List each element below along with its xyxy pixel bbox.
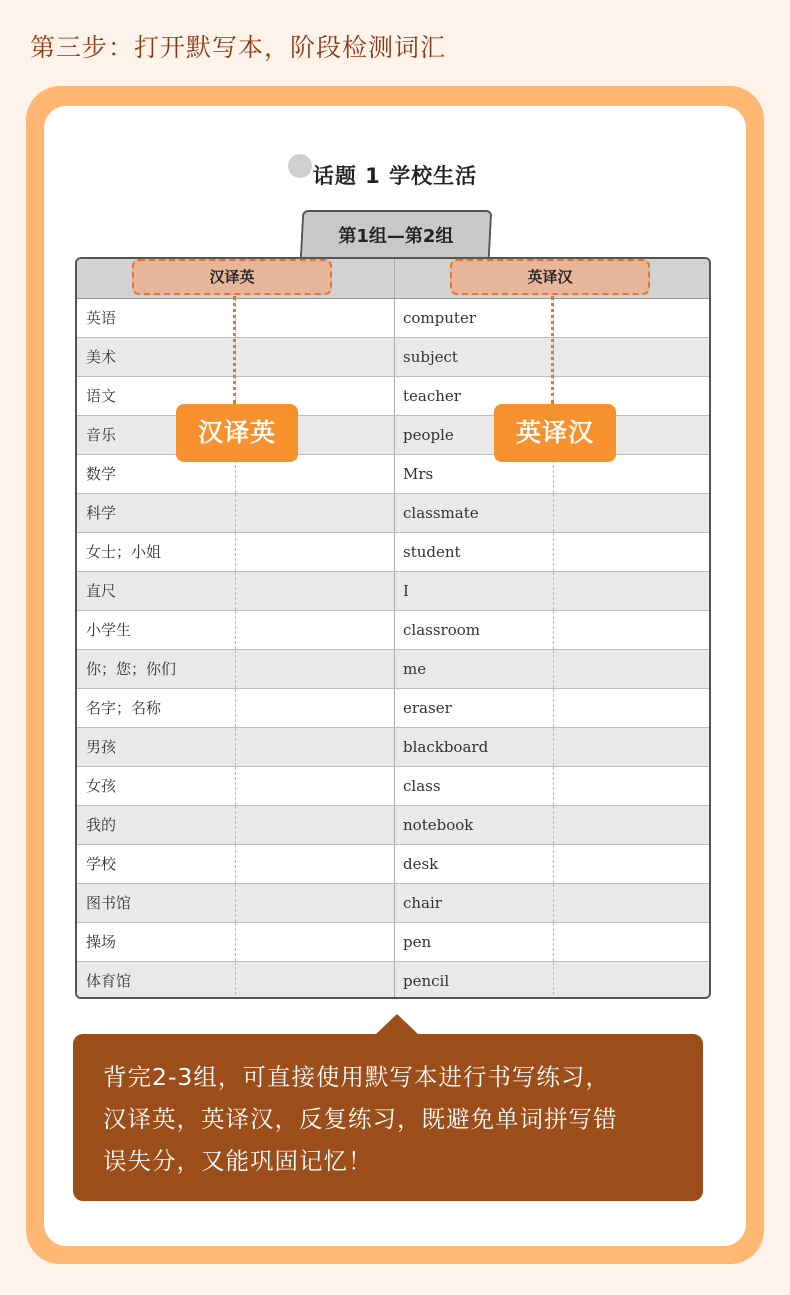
tag-en-to-cn: 英译汉 [494, 404, 616, 462]
group-label: 第1组—第2组 [338, 226, 454, 247]
english-word: classmate [403, 504, 479, 522]
tag-cn-to-en: 汉译英 [176, 404, 298, 462]
chinese-word: 女士；小姐 [86, 543, 162, 561]
chinese-word: 美术 [86, 348, 117, 366]
column-divider [394, 923, 395, 961]
callout-pointer [375, 1014, 419, 1035]
answer-guide-line [553, 806, 554, 844]
answer-guide-line [553, 962, 554, 999]
header-cn-to-en: 汉译英 [132, 259, 332, 295]
header-en-to-cn: 英译汉 [450, 259, 650, 295]
english-word: classroom [403, 621, 480, 639]
chinese-word: 音乐 [86, 426, 117, 444]
chinese-word: 学校 [86, 855, 117, 873]
callout-line: 背完2-3组，可直接使用默写本进行书写练习， [103, 1063, 610, 1091]
chinese-word: 科学 [86, 504, 117, 522]
english-word: student [403, 543, 461, 561]
column-divider [394, 338, 395, 376]
english-word: notebook [403, 816, 474, 834]
answer-guide-line [235, 884, 236, 922]
column-divider [394, 259, 395, 298]
column-divider [394, 650, 395, 688]
table-row [77, 845, 709, 884]
english-word: class [403, 777, 441, 795]
column-divider [394, 533, 395, 571]
chinese-word: 直尺 [86, 582, 117, 600]
answer-guide-line [553, 689, 554, 727]
column-divider [394, 845, 395, 883]
english-word: people [403, 426, 454, 444]
topic-title: 话题 1 学校生活 [312, 164, 478, 188]
answer-guide-line [235, 533, 236, 571]
chinese-word: 名字；名称 [86, 699, 162, 717]
table-row [77, 299, 709, 338]
callout-line: 汉译英，英译汉，反复练习，既避免单词拼写错 [103, 1105, 618, 1133]
table-row [77, 455, 709, 494]
answer-guide-line [553, 845, 554, 883]
answer-guide-line [235, 845, 236, 883]
callout-line: 误失分，又能巩固记忆！ [103, 1147, 373, 1175]
dotted-connector-left [233, 296, 236, 404]
group-tab [300, 210, 493, 260]
table-row [77, 650, 709, 689]
english-word: desk [403, 855, 439, 873]
english-word: Mrs [403, 465, 434, 483]
column-divider [394, 572, 395, 610]
table-row [77, 806, 709, 845]
answer-guide-line [553, 767, 554, 805]
table-row [77, 728, 709, 767]
answer-guide-line [235, 962, 236, 999]
english-word: pencil [403, 972, 450, 990]
table-row [77, 689, 709, 728]
column-divider [394, 689, 395, 727]
column-divider [394, 884, 395, 922]
english-word: blackboard [403, 738, 489, 756]
column-divider [394, 767, 395, 805]
answer-guide-line [235, 728, 236, 766]
chinese-word: 我的 [86, 816, 117, 834]
answer-guide-line [235, 689, 236, 727]
chinese-word: 男孩 [86, 738, 117, 756]
column-divider [394, 494, 395, 532]
answer-guide-line [553, 650, 554, 688]
answer-guide-line [235, 767, 236, 805]
table-row [77, 533, 709, 572]
table-row [77, 767, 709, 806]
column-divider [394, 728, 395, 766]
chinese-word: 你；您；你们 [86, 660, 177, 678]
answer-guide-line [553, 494, 554, 532]
table-row [77, 962, 709, 999]
chinese-word: 小学生 [86, 621, 132, 639]
table-row [77, 884, 709, 923]
english-word: I [403, 582, 409, 600]
column-divider [394, 416, 395, 454]
english-word: teacher [403, 387, 461, 405]
chinese-word: 女孩 [86, 777, 117, 795]
answer-guide-line [235, 611, 236, 649]
column-divider [394, 962, 395, 999]
chinese-word: 图书馆 [86, 894, 132, 912]
english-word: me [403, 660, 427, 678]
dotted-connector-right [551, 296, 554, 404]
chinese-word: 操场 [86, 933, 117, 951]
chinese-word: 数学 [86, 465, 117, 483]
vocab-table [75, 257, 711, 999]
answer-guide-line [235, 806, 236, 844]
table-row [77, 572, 709, 611]
english-word: computer [403, 309, 476, 327]
english-word: pen [403, 933, 432, 951]
answer-guide-line [553, 923, 554, 961]
english-word: chair [403, 894, 442, 912]
answer-guide-line [553, 533, 554, 571]
tip-callout [73, 1034, 703, 1201]
page-heading: 第三步：打开默写本，阶段检测词汇 [30, 33, 447, 62]
table-row [77, 338, 709, 377]
chinese-word: 体育馆 [86, 972, 132, 990]
table-row [77, 923, 709, 962]
column-divider [394, 299, 395, 337]
answer-guide-line [235, 650, 236, 688]
chinese-word: 语文 [86, 387, 117, 405]
column-divider [394, 611, 395, 649]
answer-guide-line [235, 923, 236, 961]
column-divider [394, 377, 395, 415]
table-row [77, 494, 709, 533]
answer-guide-line [553, 728, 554, 766]
answer-guide-line [235, 494, 236, 532]
english-word: subject [403, 348, 458, 366]
answer-guide-line [553, 572, 554, 610]
table-row [77, 611, 709, 650]
answer-guide-line [553, 884, 554, 922]
table-body [77, 299, 709, 999]
column-divider [394, 806, 395, 844]
answer-guide-line [553, 611, 554, 649]
column-divider [394, 455, 395, 493]
chinese-word: 英语 [86, 309, 117, 327]
answer-guide-line [235, 572, 236, 610]
english-word: eraser [403, 699, 452, 717]
